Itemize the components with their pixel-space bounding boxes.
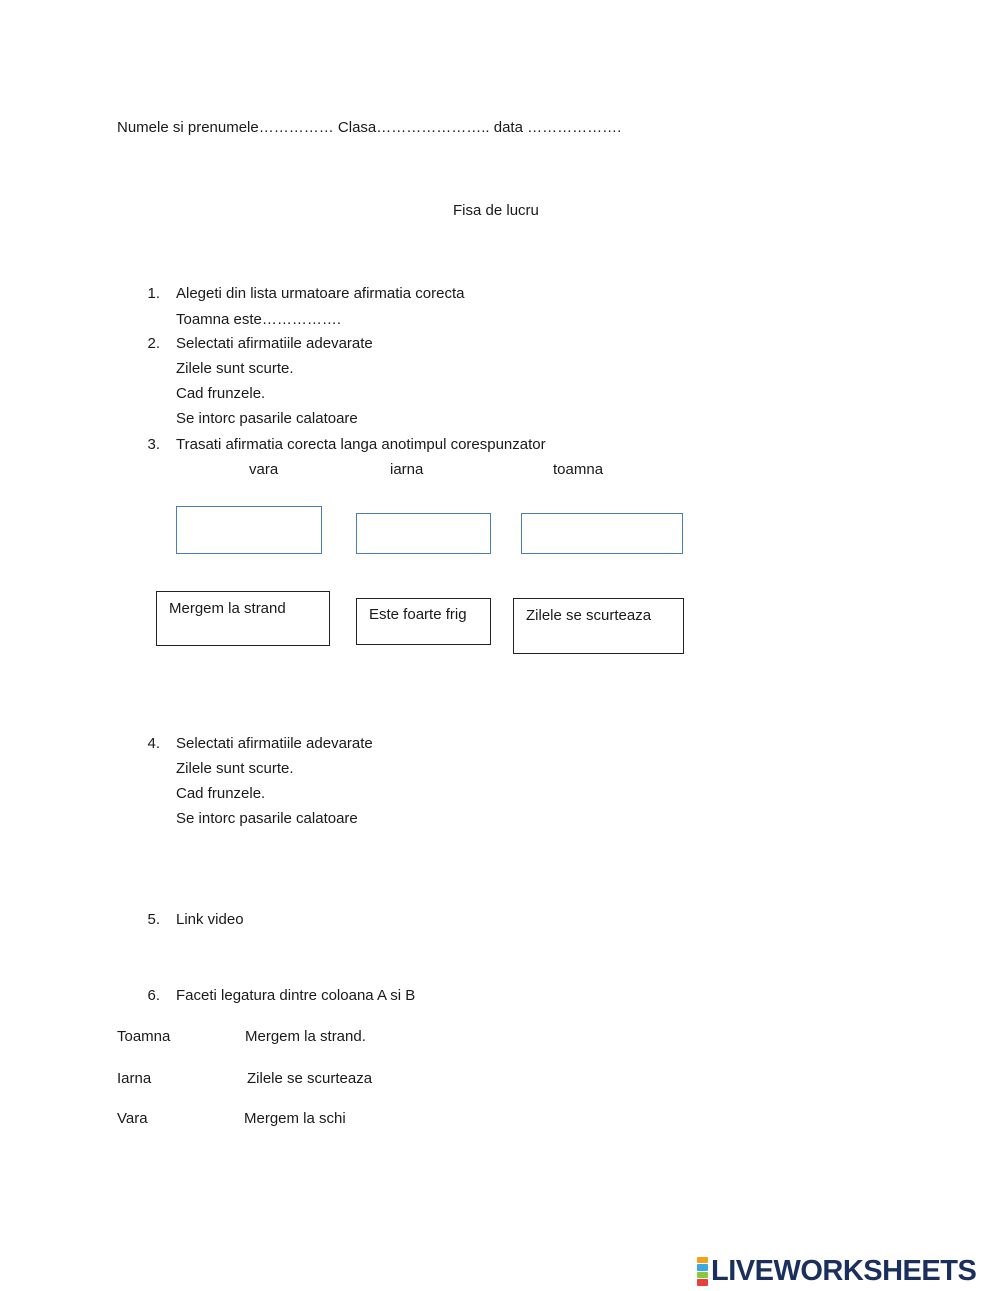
q6-text: Faceti legatura dintre coloana A si B	[176, 987, 416, 1004]
q2-option[interactable]: Se intorc pasarile calatoare	[176, 410, 358, 427]
q2-text: Selectati afirmatiile adevarate	[176, 335, 373, 352]
season-label-vara: vara	[249, 461, 279, 478]
season-label-iarna: iarna	[390, 461, 424, 478]
q5-link-video[interactable]: Link video	[176, 911, 244, 928]
q2-option[interactable]: Zilele sunt scurte.	[176, 360, 294, 377]
logo-text: LIVEWORKSHEETS	[711, 1254, 977, 1287]
statement-card-label: Zilele se scurteaza	[526, 607, 652, 624]
q1-number: 1.	[147, 285, 160, 302]
statement-card[interactable]	[356, 598, 491, 645]
q1-sub: Toamna este…………….	[176, 311, 342, 328]
column-a-item[interactable]: Iarna	[117, 1070, 152, 1087]
drop-box-vara[interactable]	[176, 506, 322, 554]
liveworksheets-mark-icon	[697, 1257, 708, 1286]
season-label-toamna: toamna	[553, 461, 604, 478]
statement-card-label: Mergem la strand	[169, 600, 286, 617]
column-b-item[interactable]: Mergem la strand.	[245, 1028, 366, 1045]
column-b-item[interactable]: Zilele se scurteaza	[247, 1070, 373, 1087]
statement-card[interactable]	[513, 598, 684, 654]
worksheet-title: Fisa de lucru	[453, 202, 539, 219]
student-info-line: Numele si prenumele…………… Clasa………………….. data ……………….	[117, 119, 622, 136]
column-a-item[interactable]: Vara	[117, 1110, 148, 1127]
column-b-item[interactable]: Mergem la schi	[244, 1110, 346, 1127]
q4-option[interactable]: Cad frunzele.	[176, 785, 266, 802]
q4-option[interactable]: Zilele sunt scurte.	[176, 760, 294, 777]
q1-text: Alegeti din lista urmatoare afirmatia corecta	[176, 285, 465, 302]
q5-number: 5.	[147, 911, 160, 928]
q6-number: 6.	[147, 987, 160, 1004]
statement-card[interactable]	[156, 591, 330, 646]
statement-card-label: Este foarte frig	[369, 606, 467, 623]
q4-text: Selectati afirmatiile adevarate	[176, 735, 373, 752]
q4-option[interactable]: Se intorc pasarile calatoare	[176, 810, 358, 827]
q2-option[interactable]: Cad frunzele.	[176, 385, 266, 402]
q2-number: 2.	[147, 335, 160, 352]
column-a-item[interactable]: Toamna	[117, 1028, 171, 1045]
liveworksheets-logo	[697, 1254, 976, 1288]
q3-text: Trasati afirmatia corecta langa anotimpul corespunzator	[176, 436, 546, 453]
q4-number: 4.	[147, 735, 160, 752]
drop-box-toamna[interactable]	[521, 513, 683, 554]
drop-box-iarna[interactable]	[356, 513, 491, 554]
q3-number: 3.	[147, 436, 160, 453]
